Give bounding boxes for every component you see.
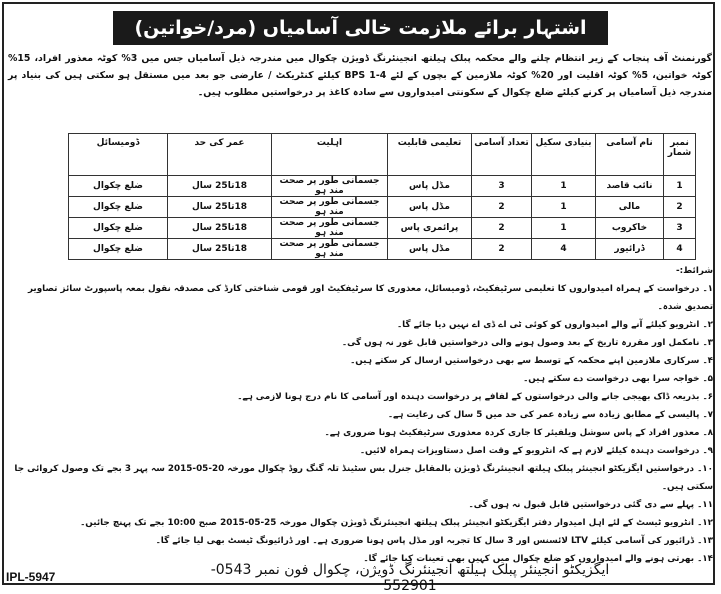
table-cell: 4 [664,239,696,260]
table-cell: جسمانی طور پر صحت مند ہو [272,197,388,218]
table-body [69,176,696,260]
table-cell: مڈل پاس [388,176,472,197]
table-row [69,197,696,218]
table-cell: 1 [532,197,596,218]
table-cell: 2 [472,218,532,239]
table-cell: 18تا25 سال [168,197,272,218]
table-cell: 18تا25 سال [168,176,272,197]
table-cell: ضلع چکوال [69,176,168,197]
conditions-section [9,262,713,568]
table-cell: جسمانی طور پر صحت مند ہو [272,239,388,260]
table-cell: جسمانی طور پر صحت مند ہو [272,218,388,239]
condition-item: ۹۔ درخواست دہندہ کیلئے لازم ہے کہ انٹرویو کے وقت اصل دستاویزات ہمراہ لائیں۔ [359,446,713,456]
table-cell: ضلع چکوال [69,218,168,239]
table-cell: 1 [664,176,696,197]
table-cell: 3 [472,176,532,197]
table-header-row [69,134,696,176]
conditions-list [9,280,713,568]
table-cell: نائب قاصد [596,176,664,197]
col-qualification: تعلیمی قابلیت [388,134,472,176]
table-cell: پرائمری پاس [388,218,472,239]
table-cell: مڈل پاس [388,239,472,260]
condition-item: ۸۔ معذور افراد کے پاس سوشل ویلفیئر کا جاری کردہ معذوری سرٹیفکیٹ ہونا ضروری ہے۔ [324,428,713,438]
col-domicile: ڈومیسائل [69,134,168,176]
vacancies-table [68,133,696,260]
condition-item: ۱۰۔ درخواستیں ایگزیکٹو انجینئر پبلک ہیلتھ انجینئرنگ ڈویژن بالمقابل جنرل بس سٹینڈ تلہ گنگ روڈ چکوال مورخہ 20-05-2015 سہ پہر 3 بجے تک وصول کروائی جا سکتی ہیں۔ [14,464,713,492]
col-serial: نمبر شمار [664,134,696,176]
col-scale: بنیادی سکیل [532,134,596,176]
condition-item: ۷۔ پالیسی کے مطابق زیادہ سے زیادہ عمر کی حد میں 5 سال کی رعایت ہے۔ [387,410,713,420]
col-post-name: نام آسامی [596,134,664,176]
table-cell: 18تا25 سال [168,218,272,239]
condition-item: ۱۳۔ ڈرائیور کی آسامی کیلئے LTV لائسنس اور 3 سال کا تجربہ اور مڈل پاس ہونا ضروری ہے۔ اور ڈرائیونگ ٹیسٹ بھی لیا جائے گا۔ [155,536,713,546]
table-cell: 2 [664,197,696,218]
signature-line: ایگزیکٹو انجینئر پبلک ہیلتھ انجینئرنگ ڈویژن، چکوال فون نمبر 0543-552901 [210,562,610,594]
table-cell: 2 [472,239,532,260]
table-cell: ضلع چکوال [69,239,168,260]
table-cell: خاکروب [596,218,664,239]
condition-item: ۱۔ درخواست کے ہمراہ امیدواروں کا تعلیمی سرٹیفکیٹ، ڈومیسائل، معذوری کا سرٹیفکیٹ اور قومی شناختی کارڈ کی مصدقہ نقول بمعہ پاسپورٹ سائز تصاویر تصدیق شدہ۔ [27,284,713,312]
conditions-heading: شرائط:- [675,266,713,276]
table-cell: ڈرائیور [596,239,664,260]
table-cell: 18تا25 سال [168,239,272,260]
condition-item: ۵۔ خواجہ سرا بھی درخواست دے سکتے ہیں۔ [523,374,713,384]
col-count: تعداد آسامی [472,134,532,176]
ad-code: IPL-5947 [6,570,56,584]
table-cell: 1 [532,176,596,197]
intro-paragraph: گورنمنٹ آف پنجاب کے زیر انتظام چلنے والے محکمہ پبلک ہیلتھ انجینئرنگ ڈویژن چکوال میں مندرجہ ذیل آسامیاں جس میں 3% کوٹہ معذور افراد، 15% کوٹہ خواتین، 5% کوٹہ اقلیت اور 20% کوٹہ ملازمین کے بچوں کے لئے BPS 1-4 کیلئے کنٹریکٹ / عارضی جو بعد میں مستقل ہو سکتی ہیں کی بنیاد پر مندرجہ ذیل آسامیاں پر کرنے کیلئے ضلع چکوال کے سکونتی امیدواروں سے سادہ کاغذ پر درخواستیں مطلوب ہیں۔ [8,53,712,98]
condition-item: ۳۔ نامکمل اور مقررہ تاریخ کے بعد وصول ہونے والی درخواستیں قابل غور نہ ہوں گی۔ [341,338,713,348]
ad-title: اشتہار برائے ملازمت خالی آسامیاں (مرد/خواتین) [113,11,608,45]
table-cell: 1 [532,218,596,239]
table-cell: 3 [664,218,696,239]
condition-item: ۲۔ انٹرویو کیلئے آنے والے امیدواروں کو کوئی ٹی اے ڈی اے نہیں دیا جائے گا۔ [397,320,713,330]
condition-item: ۶۔ بذریعہ ڈاک بھیجی جانے والی درخواستوں کے لفافے پر درخواست دہندہ اور آسامی کا نام درج ہونا لازمی ہے۔ [237,392,713,402]
condition-item: ۱۴۔ بھرتی ہونے والے امیدواروں کو ضلع چکوال میں کہیں بھی تعینات کیا جائے گا۔ [363,554,713,564]
table-row [69,176,696,197]
col-age-limit: عمر کی حد [168,134,272,176]
table-cell: مڈل پاس [388,197,472,218]
condition-item: ۴۔ سرکاری ملازمین اپنے محکمہ کے توسط سے بھی درخواستیں ارسال کر سکتے ہیں۔ [350,356,713,366]
condition-item: ۱۱۔ پہلے سے دی گئی درخواستیں قابل قبول نہ ہوں گی۔ [468,500,713,510]
table-cell: ضلع چکوال [69,197,168,218]
table-row [69,218,696,239]
col-eligibility: اہلیت [272,134,388,176]
table-cell: جسمانی طور پر صحت مند ہو [272,176,388,197]
table-cell: 2 [472,197,532,218]
table-row [69,239,696,260]
condition-item: ۱۲۔ انٹرویو ٹیسٹ کے لئے اہل امیدوار دفتر ایگزیکٹو انجینئر پبلک ہیلتھ انجینئرنگ ڈویژن چکوال مورخہ 25-05-2015 صبح 10:00 بجے تک پہنچ جائیں۔ [80,518,713,528]
table-cell: مالی [596,197,664,218]
table-cell: 4 [532,239,596,260]
